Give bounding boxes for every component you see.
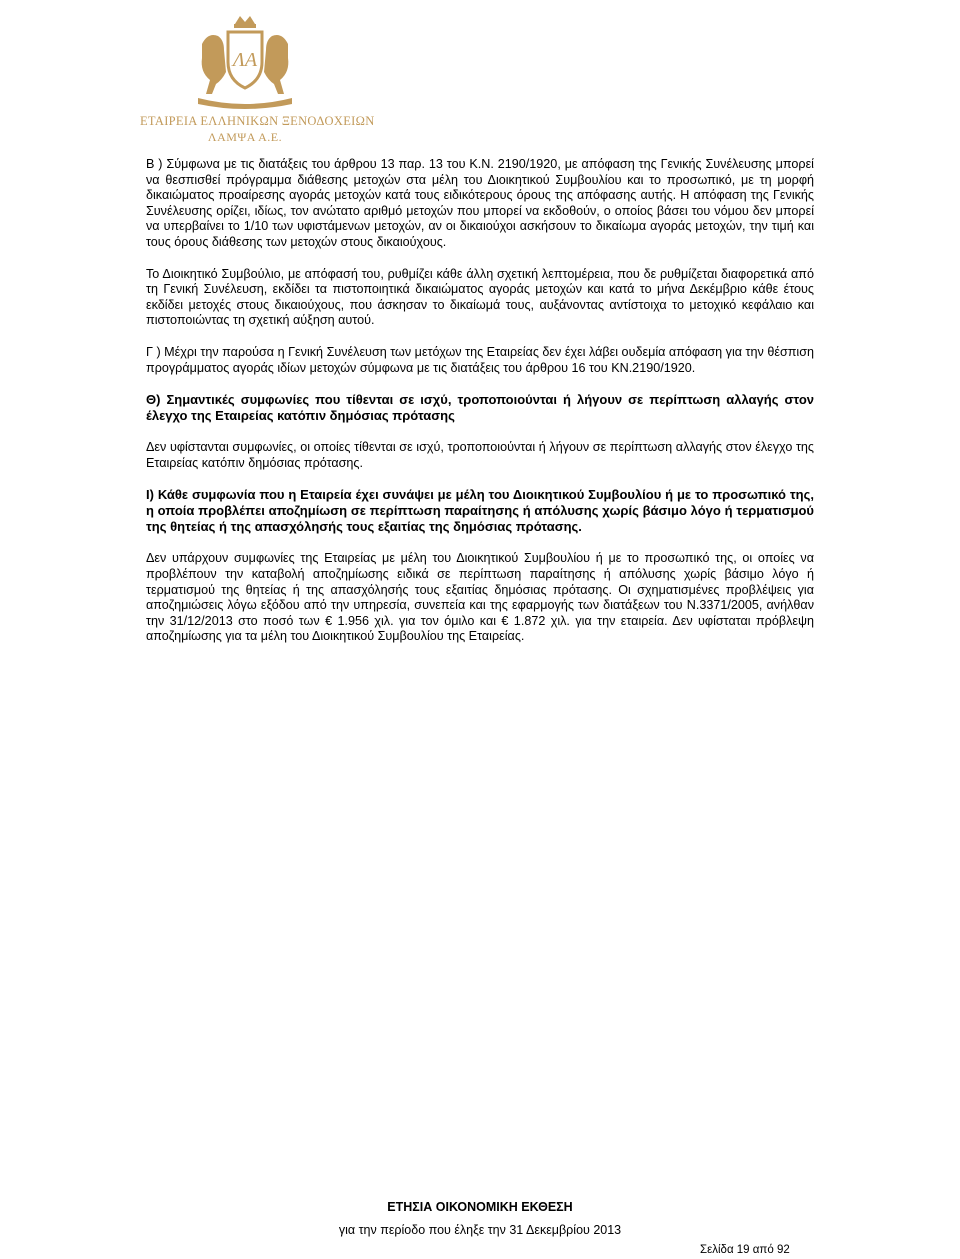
footer-period: για την περίοδο που έληξε την 31 Δεκεμβρίου 2013	[338, 1223, 622, 1237]
logo-company-short: ΛΑΜΨΑ Α.Ε.	[207, 130, 283, 144]
paragraph-share-program: Β ) Σύμφωνα με τις διατάξεις του άρθρου 13 παρ. 13 του Κ.Ν. 2190/1920, με απόφαση της Γενικής Συνέλευσης μπορεί να θεσπισθεί πρόγραμμα διάθεσης μετοχών στα μέλη του Διοικητικού Συμβουλίου και το προσωπικό, με τη μορφή δικαιώματος προαίρεσης αγοράς μετοχών κατά τους ειδικότερους όρους της απόφασης αυτής. Η απόφαση της Γενικής Συνέλευσης ορίζει, ιδίως, τον ανώτατο αριθμό μετοχών που μπορεί να εκδοθούν, ο οποίος βάσει του νόμου δεν μπορεί να υπερβαίνει το 1/10 των υφιστάμενων μετοχών, αν οι δικαιούχοι ασκήσουν το δικαίωμα αγοράς μετοχών, την τιμή και τους όρους διάθεσης των μετοχών στους δικαιούχους.	[146, 157, 814, 249]
document-body	[146, 157, 814, 661]
footer-report-title: ΕΤΗΣΙΑ ΟΙΚΟΝΟΜΙΚΗ ΕΚΘΕΣΗ	[387, 1200, 573, 1214]
heading-compensation-agreements: Ι) Κάθε συμφωνία που η Εταιρεία έχει συνάψει με μέλη του Διοικητικού Συμβουλίου ή με το προσωπικό της, η οποία προβλέπει αποζημίωση σε περίπτωση παραίτησης ή απόλυσης χωρίς βάσιμο λόγο ή τερματισμού της θητείας ή της απασχόλησής τους εξαιτίας της δημόσιας πρότασης.	[146, 487, 814, 535]
paragraph-compensation: Δεν υπάρχουν συμφωνίες της Εταιρείας με μέλη του Διοικητικού Συμβουλίου ή με το προσωπικό της, οι οποίες να προβλέπουν την καταβολή αποζημίωσης ειδικά σε περίπτωση παραίτησης ή απόλυσης χωρίς βάσιμο λόγο ή τερματισμού της θητείας ή της απασχόλησής τους εξαιτίας δημόσιας πρότασης. Οι σχηματισμένες προβλέψεις για αποζημιώσεις λόγω εξόδου από την υπηρεσία, συνεπεία και της εφαρμογής των διατάξεων του Ν.3371/2005, ανήλθαν την 31/12/2013 στο ποσό των € 1.956 χιλ. για τον όμιλο και € 1.872 χιλ. για την εταιρεία. Δεν υφίσταται πρόβλεψη αποζημίωσης για τα μέλη του Διοικητικού Συμβουλίου της Εταιρείας.	[146, 551, 814, 644]
svg-text:ΛΑ: ΛΑ	[232, 49, 258, 71]
paragraph-no-agreements: Δεν υφίστανται συμφωνίες, οι οποίες τίθενται σε ισχύ, τροποποιούνται ή λήγουν σε περίπτωση αλλαγής στον έλεγχο της Εταιρείας κατόπιν δημόσιας πρότασης.	[146, 440, 814, 470]
heading-agreements-control: Θ) Σημαντικές συμφωνίες που τίθενται σε ισχύ, τροποποιούνται ή λήγουν σε περίπτωση αλλαγής στον έλεγχο της Εταιρείας κατόπιν δημόσιας πρότασης	[146, 392, 814, 424]
company-logo	[140, 14, 375, 144]
paragraph-general-meeting: Γ ) Μέχρι την παρούσα η Γενική Συνέλευση των μετόχων της Εταιρείας δεν έχει λάβει ουδεμία απόφαση για την θέσπιση προγράμματος αγοράς ιδίων μετοχών σύμφωνα με τις διατάξεις του άρθρου 16 του ΚΝ.2190/1920.	[146, 344, 814, 375]
crest-icon	[188, 14, 302, 110]
logo-company-name: ΕΤΑΙΡΕΙΑ ΕΛΛΗΝΙΚΩΝ ΞΕΝΟΔΟΧΕΙΩΝ	[140, 114, 375, 128]
paragraph-board-decision: Το Διοικητικό Συμβούλιο, με απόφασή του, ρυθμίζει κάθε άλλη σχετική λεπτομέρεια, που δε ρυθμίζεται διαφορετικά από τη Γενική Συνέλευση, εκδίδει τα πιστοποιητικά δικαιώματος αγοράς μετοχών και κατά το μήνα Δεκέμβριο κάθε έτους εκδίδει μετοχές στους δικαιούχους, που άσκησαν το δικαίωμά τους, αυξάνοντας αντίστοιχα το μετοχικό κεφάλαιο και πιστοποιώντας τη σχετική αύξηση αυτού.	[146, 266, 814, 328]
page-number: Σελίδα 19 από 92	[700, 1244, 790, 1256]
